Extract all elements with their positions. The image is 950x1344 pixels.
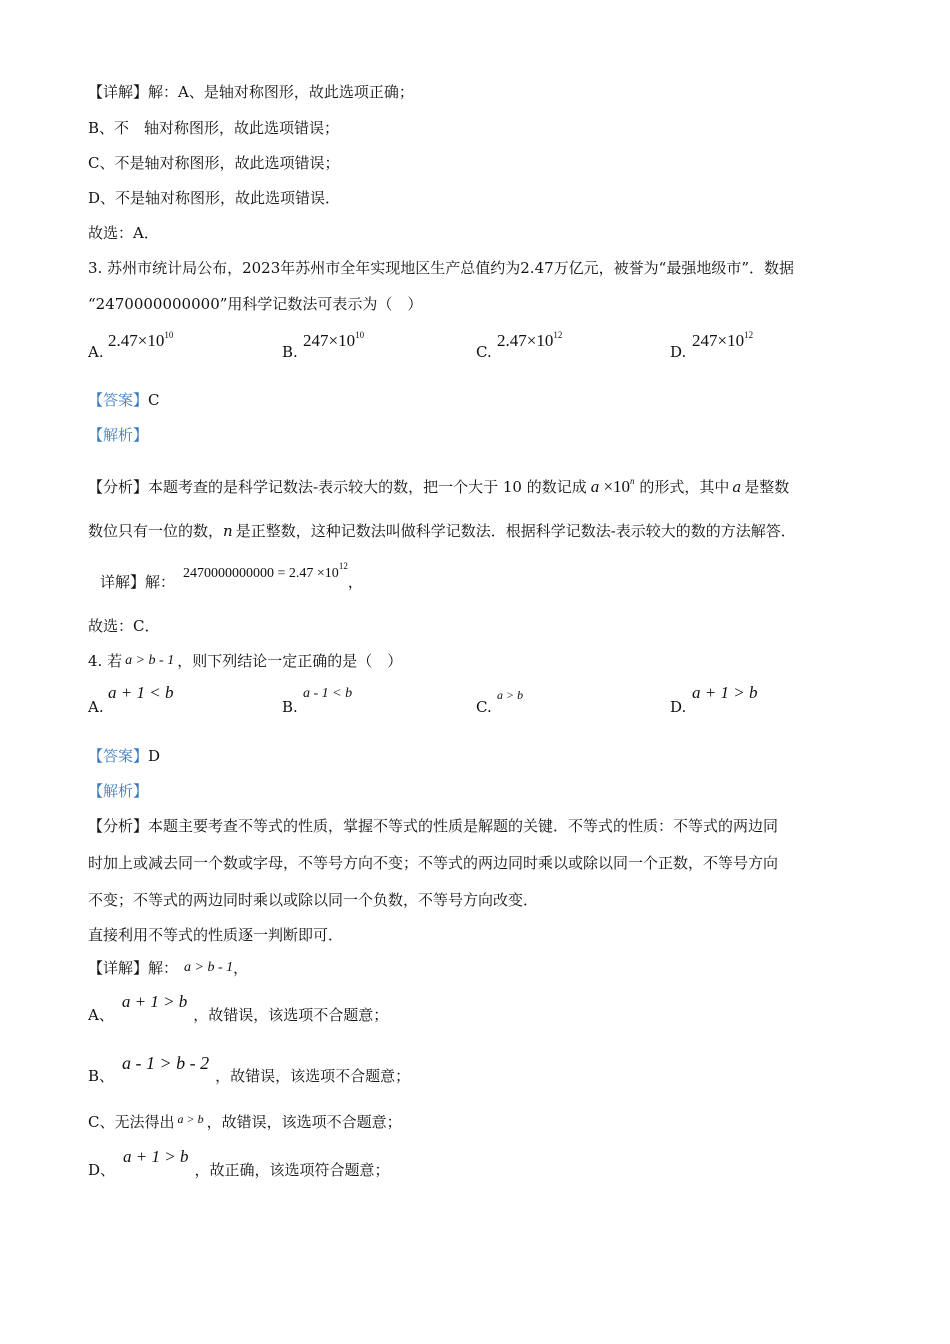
q3-option-c-letter: C. [476, 343, 492, 361]
q4-answer [88, 746, 160, 766]
q4-detail-line: 【详解】解： a > b - 1， [88, 959, 249, 977]
q3-option-c-expr: $2.47\times 10^{12}$ [497, 330, 563, 350]
q3-option-a-letter: A. [88, 343, 104, 361]
q4-answer-tag: 【答案】 [88, 747, 149, 765]
q3-option-d-expr: $247\times 10^{12}$ [692, 330, 754, 350]
q3-stem-line1: 3. 苏州市统计局公布，2023年苏州市全年实现地区生产总值约为2.47万亿元，被誉为“最强地级市”．数据 [88, 259, 794, 277]
q3-option-a-expr: $2.47\times 10^{10}$ [108, 330, 174, 350]
q4-stem-expr: a > b - 1 [125, 653, 175, 668]
q4-option-c-letter: C. [476, 698, 492, 716]
q3-option-b-expr: $247\times 10^{10}$ [303, 330, 365, 350]
q3-option-b-letter: B. [282, 343, 298, 361]
q4-analysis-line4: 直接利用不等式的性质逐一判断即可． [88, 926, 344, 944]
q4-option-b-letter: B. [282, 698, 298, 716]
q4-item-d: D、a + 1 > b，故正确，该选项符合题意； [88, 1147, 390, 1179]
q4-option-d-expr: a + 1 > b [692, 683, 758, 702]
q4-option-a-expr: a + 1 < b [108, 683, 174, 702]
q4-item-c-expr: a > b [177, 1112, 204, 1126]
q4-option-a-letter: A. [88, 698, 104, 716]
q4-option-c-expr: a > b [497, 688, 524, 702]
detail-line-d: D、不是轴对称图形，故此选项错误． [88, 189, 341, 207]
q3-answer-value: C [148, 391, 160, 409]
choice-line: 故选：A． [88, 224, 159, 242]
q4-item-d-expr: a + 1 > b [123, 1147, 189, 1166]
q3-choice: 故选：C． [88, 617, 160, 635]
q3-analysis-tag: 【解析】 [88, 426, 149, 444]
q3-stem-line2: “2470000000000”用科学记数法可表示为（ ） [88, 295, 423, 313]
detail-line-b: B、不 轴对称图形，故此选项错误； [88, 119, 340, 137]
q3-option-d-letter: D. [670, 343, 687, 361]
q3-detail-expr: $2470000000000 = 2.47 \times 10^{12}$ [183, 561, 348, 581]
q4-analysis-line2: 时加上或减去同一个数或字母，不等号方向不变；不等式的两边同时乘以或除以同一个正数，不等号方向 [88, 854, 779, 872]
q4-item-b: B、a - 1 > b - 2，故错误，该选项不合题意； [88, 1053, 411, 1085]
q4-item-c: C、无法得出 $^{a > b}$ ，故错误，该选项不合题意； [88, 1112, 402, 1131]
detail-line-a: 【详解】解：A、是轴对称图形，故此选项正确； [88, 83, 414, 101]
q3-detail-line: 详解】解： $2470000000000 = 2.47 \times 10^{12}$， [100, 561, 363, 591]
q3-analysis-line2: 数位只有一位的数，n 是正整数，这种记数法叫做科学记数法．根据科学记数法-表示较大的数的方法解答． [88, 522, 796, 540]
q4-item-a-expr: a + 1 > b [121, 992, 188, 1011]
q4-stem: 4. 若 a > b - 1 ，则下列结论一定正确的是（ ） [88, 652, 403, 670]
q4-analysis-line3: 不变；不等式的两边同时乘以或除以同一个负数，不等号方向改变． [88, 891, 539, 909]
q3-analysis-line1: 【分析】本题考查的是科学记数法-表示较大的数，把一个大于 10 的数记成 $a \times 10^n$ 的形式，其中 a 是整数 [88, 476, 790, 496]
q4-analysis-line1: 【分析】本题主要考查不等式的性质，掌握不等式的性质是解题的关键．不等式的性质：不等式的两边同 [88, 817, 779, 835]
q4-item-a: A、a + 1 > b，故错误，该选项不合题意； [88, 992, 389, 1024]
detail-line-c: C、不是轴对称图形，故此选项错误； [88, 154, 340, 172]
q3-answer [88, 390, 160, 410]
q4-answer-value: D [148, 747, 161, 765]
q4-analysis-tag: 【解析】 [88, 782, 149, 800]
q4-option-d-letter: D. [670, 698, 687, 716]
q3-answer-tag: 【答案】 [88, 391, 149, 409]
q4-item-b-expr: a - 1 > b - 2 [122, 1053, 210, 1073]
q4-detail-expr: a > b - 1 [184, 960, 234, 975]
q4-option-b-expr: a - 1 < b [303, 686, 353, 701]
